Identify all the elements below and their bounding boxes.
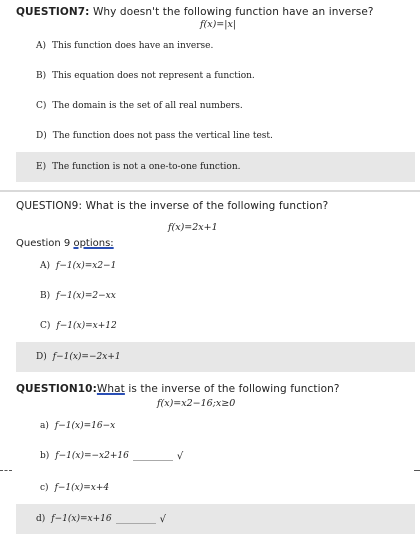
q7-option-d[interactable]: D) The function does not pass the vertical line test. bbox=[36, 131, 273, 141]
q9-option-b[interactable]: B) f−1(x)=2−xx bbox=[40, 291, 116, 301]
question-10-label: QUESTION10: bbox=[16, 383, 97, 395]
dashed-marker-right bbox=[414, 470, 420, 471]
question-7-text: Why doesn't the following function have an inverse? bbox=[92, 6, 374, 18]
question-9-label: QUESTION9: bbox=[16, 200, 83, 212]
question-9-options-label: Question 9 options: bbox=[16, 238, 114, 249]
question-10-link[interactable]: What bbox=[96, 383, 125, 395]
divider bbox=[0, 190, 420, 192]
q9-option-c[interactable]: C) f−1(x)=x+12 bbox=[40, 321, 117, 331]
options-link[interactable]: options: bbox=[73, 238, 114, 249]
question-10-formula: f(x)=x2−16;x≥0 bbox=[157, 398, 236, 409]
question-9-formula: f(x)=2x+1 bbox=[168, 222, 218, 233]
q9-option-d-selected[interactable]: D) f−1(x)=−2x+1 bbox=[16, 342, 415, 372]
q9-option-a[interactable]: A) f−1(x)=x2−1 bbox=[40, 261, 117, 271]
question-7-label: QUESTION7: bbox=[16, 6, 90, 18]
question-7-heading bbox=[16, 6, 374, 18]
q10-option-a[interactable]: a) f−1(x)=16−x bbox=[40, 421, 116, 431]
q10-option-b[interactable]: b) f−1(x)=−x2+16 √ bbox=[40, 450, 184, 462]
question-9-text: What is the inverse of the following function? bbox=[85, 200, 329, 212]
q10-option-d-selected[interactable]: d) f−1(x)=x+16 √ bbox=[16, 504, 415, 534]
answer-blank-line bbox=[133, 452, 173, 461]
q7-option-c[interactable]: C) The domain is the set of all real numbers. bbox=[36, 101, 243, 111]
check-mark-icon: √ bbox=[176, 450, 184, 462]
check-mark-icon: √ bbox=[159, 513, 166, 525]
question-9-heading bbox=[16, 200, 328, 212]
q7-option-b[interactable]: B) This equation does not represent a function. bbox=[36, 71, 255, 81]
dashed-marker-left bbox=[0, 470, 12, 471]
question-10-heading bbox=[16, 383, 340, 395]
answer-blank-line bbox=[116, 515, 156, 524]
question-7-formula: f(x)=|x| bbox=[200, 19, 237, 30]
q7-option-e-selected[interactable]: E) The function is not a one-to-one function. bbox=[16, 152, 415, 182]
question-10-text: is the inverse of the following function? bbox=[124, 383, 340, 395]
q10-option-c[interactable]: c) f−1(x)=x+4 bbox=[40, 483, 110, 493]
q7-option-a[interactable]: A) This function does have an inverse. bbox=[36, 41, 214, 51]
